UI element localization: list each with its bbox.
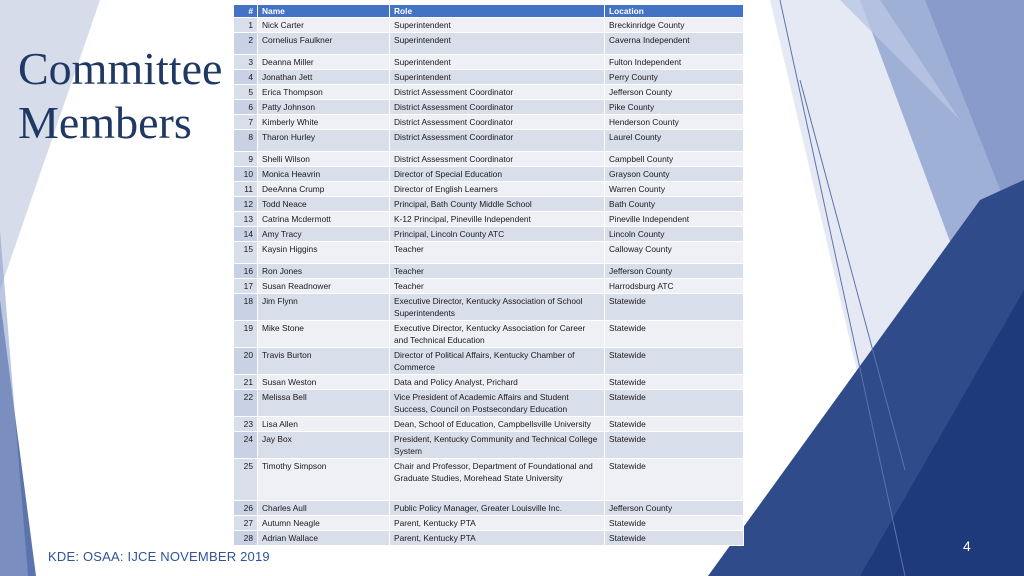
cell-location: Laurel County <box>605 130 744 152</box>
cell-role: Director of Special Education <box>390 167 605 182</box>
cell-location: Statewide <box>605 375 744 390</box>
cell-location: Lincoln County <box>605 227 744 242</box>
cell-role: District Assessment Coordinator <box>390 115 605 130</box>
cell-role: Parent, Kentucky PTA <box>390 531 605 546</box>
column-header-name: Name <box>258 5 390 18</box>
cell-role: Principal, Lincoln County ATC <box>390 227 605 242</box>
cell-name: Travis Burton <box>258 348 390 375</box>
cell-number: 23 <box>234 417 258 432</box>
cell-name: Amy Tracy <box>258 227 390 242</box>
cell-name: DeeAnna Crump <box>258 182 390 197</box>
table-row <box>234 70 744 85</box>
table-row <box>234 242 744 264</box>
cell-name: Mike Stone <box>258 321 390 348</box>
table-row <box>234 227 744 242</box>
table-row <box>234 516 744 531</box>
cell-name: Jim Flynn <box>258 294 390 321</box>
cell-role: Superintendent <box>390 18 605 33</box>
table-row <box>234 212 744 227</box>
cell-number: 20 <box>234 348 258 375</box>
table-row <box>234 115 744 130</box>
cell-role: Data and Policy Analyst, Prichard <box>390 375 605 390</box>
cell-location: Henderson County <box>605 115 744 130</box>
cell-number: 6 <box>234 100 258 115</box>
cell-name: Nick Carter <box>258 18 390 33</box>
cell-role: Director of English Learners <box>390 182 605 197</box>
cell-location: Statewide <box>605 516 744 531</box>
table-row <box>234 264 744 279</box>
table-row <box>234 348 744 375</box>
table-row <box>234 417 744 432</box>
cell-role: District Assessment Coordinator <box>390 85 605 100</box>
cell-number: 11 <box>234 182 258 197</box>
cell-name: Tharon Hurley <box>258 130 390 152</box>
cell-role: Principal, Bath County Middle School <box>390 197 605 212</box>
cell-number: 24 <box>234 432 258 459</box>
cell-location: Pike County <box>605 100 744 115</box>
table-row <box>234 390 744 417</box>
cell-role: District Assessment Coordinator <box>390 100 605 115</box>
cell-name: Jay Box <box>258 432 390 459</box>
cell-role: Vice President of Academic Affairs and Student Success, Council on Postsecondary Education <box>390 390 605 417</box>
cell-location: Statewide <box>605 531 744 546</box>
table-row <box>234 130 744 152</box>
cell-number: 2 <box>234 33 258 55</box>
cell-name: Timothy Simpson <box>258 459 390 501</box>
cell-number: 15 <box>234 242 258 264</box>
table-header <box>234 5 744 18</box>
table-row <box>234 167 744 182</box>
table-row <box>234 152 744 167</box>
cell-name: Melissa Bell <box>258 390 390 417</box>
table-body <box>234 18 744 546</box>
column-header-location: Location <box>605 5 744 18</box>
cell-name: Susan Weston <box>258 375 390 390</box>
committee-members-table <box>233 4 744 546</box>
footer-text: KDE: OSAA: IJCE NOVEMBER 2019 <box>48 549 270 564</box>
cell-location: Statewide <box>605 432 744 459</box>
cell-number: 16 <box>234 264 258 279</box>
cell-number: 28 <box>234 531 258 546</box>
cell-number: 25 <box>234 459 258 501</box>
cell-name: Patty Johnson <box>258 100 390 115</box>
cell-role: Teacher <box>390 264 605 279</box>
cell-name: Kimberly White <box>258 115 390 130</box>
table-row <box>234 279 744 294</box>
cell-number: 14 <box>234 227 258 242</box>
cell-role: Dean, School of Education, Campbellsville University <box>390 417 605 432</box>
cell-location: Breckinridge County <box>605 18 744 33</box>
cell-name: Catrina Mcdermott <box>258 212 390 227</box>
table-row <box>234 294 744 321</box>
cell-number: 22 <box>234 390 258 417</box>
cell-number: 13 <box>234 212 258 227</box>
column-header-role: Role <box>390 5 605 18</box>
cell-role: District Assessment Coordinator <box>390 152 605 167</box>
cell-role: Public Policy Manager, Greater Louisville Inc. <box>390 501 605 516</box>
cell-role: Teacher <box>390 242 605 264</box>
cell-role: Superintendent <box>390 33 605 55</box>
cell-role: Superintendent <box>390 70 605 85</box>
cell-name: Susan Readnower <box>258 279 390 294</box>
column-header-number: # <box>234 5 258 18</box>
table-row <box>234 375 744 390</box>
cell-role: Parent, Kentucky PTA <box>390 516 605 531</box>
cell-name: Charles Aull <box>258 501 390 516</box>
cell-name: Jonathan Jett <box>258 70 390 85</box>
cell-location: Bath County <box>605 197 744 212</box>
table-row <box>234 501 744 516</box>
slide-title-line2: Members <box>18 97 192 148</box>
cell-role: Superintendent <box>390 55 605 70</box>
cell-number: 26 <box>234 501 258 516</box>
cell-name: Erica Thompson <box>258 85 390 100</box>
table-row <box>234 432 744 459</box>
cell-name: Lisa Allen <box>258 417 390 432</box>
cell-location: Campbell County <box>605 152 744 167</box>
table-row <box>234 321 744 348</box>
cell-name: Monica Heavrin <box>258 167 390 182</box>
cell-number: 27 <box>234 516 258 531</box>
table-row <box>234 531 744 546</box>
cell-number: 4 <box>234 70 258 85</box>
cell-role: K-12 Principal, Pineville Independent <box>390 212 605 227</box>
cell-location: Grayson County <box>605 167 744 182</box>
cell-number: 5 <box>234 85 258 100</box>
slide-title-line1: Committee <box>18 43 223 94</box>
cell-name: Todd Neace <box>258 197 390 212</box>
cell-location: Perry County <box>605 70 744 85</box>
table-row <box>234 33 744 55</box>
cell-location: Statewide <box>605 348 744 375</box>
cell-location: Warren County <box>605 182 744 197</box>
table-row <box>234 182 744 197</box>
table-row <box>234 85 744 100</box>
table-row <box>234 100 744 115</box>
cell-location: Fulton Independent <box>605 55 744 70</box>
cell-number: 19 <box>234 321 258 348</box>
cell-name: Autumn Neagle <box>258 516 390 531</box>
cell-role: Executive Director, Kentucky Association for Career and Technical Education <box>390 321 605 348</box>
cell-location: Jefferson County <box>605 85 744 100</box>
cell-number: 18 <box>234 294 258 321</box>
cell-name: Shelli Wilson <box>258 152 390 167</box>
cell-name: Deanna Miller <box>258 55 390 70</box>
cell-number: 3 <box>234 55 258 70</box>
cell-name: Cornelius Faulkner <box>258 33 390 55</box>
cell-role: Executive Director, Kentucky Association of School Superintendents <box>390 294 605 321</box>
cell-location: Jefferson County <box>605 264 744 279</box>
table-row <box>234 197 744 212</box>
cell-role: President, Kentucky Community and Technical College System <box>390 432 605 459</box>
table-header-row <box>234 5 744 18</box>
page-number: 4 <box>963 538 971 554</box>
cell-name: Ron Jones <box>258 264 390 279</box>
cell-location: Pineville Independent <box>605 212 744 227</box>
cell-number: 10 <box>234 167 258 182</box>
cell-name: Adrian Wallace <box>258 531 390 546</box>
cell-location: Calloway County <box>605 242 744 264</box>
cell-number: 8 <box>234 130 258 152</box>
cell-number: 12 <box>234 197 258 212</box>
cell-number: 1 <box>234 18 258 33</box>
cell-role: Director of Political Affairs, Kentucky Chamber of Commerce <box>390 348 605 375</box>
cell-number: 9 <box>234 152 258 167</box>
cell-location: Statewide <box>605 294 744 321</box>
table-row <box>234 18 744 33</box>
table-row <box>234 459 744 501</box>
cell-role: Chair and Professor, Department of Foundational and Graduate Studies, Morehead State University <box>390 459 605 501</box>
cell-location: Statewide <box>605 321 744 348</box>
cell-role: District Assessment Coordinator <box>390 130 605 152</box>
cell-location: Caverna Independent <box>605 33 744 55</box>
cell-location: Jefferson County <box>605 501 744 516</box>
cell-location: Statewide <box>605 390 744 417</box>
table-row <box>234 55 744 70</box>
cell-location: Statewide <box>605 417 744 432</box>
cell-number: 7 <box>234 115 258 130</box>
cell-location: Harrodsburg ATC <box>605 279 744 294</box>
cell-name: Kaysin Higgins <box>258 242 390 264</box>
cell-number: 17 <box>234 279 258 294</box>
slide-title <box>18 42 222 150</box>
cell-number: 21 <box>234 375 258 390</box>
cell-location: Statewide <box>605 459 744 501</box>
cell-role: Teacher <box>390 279 605 294</box>
